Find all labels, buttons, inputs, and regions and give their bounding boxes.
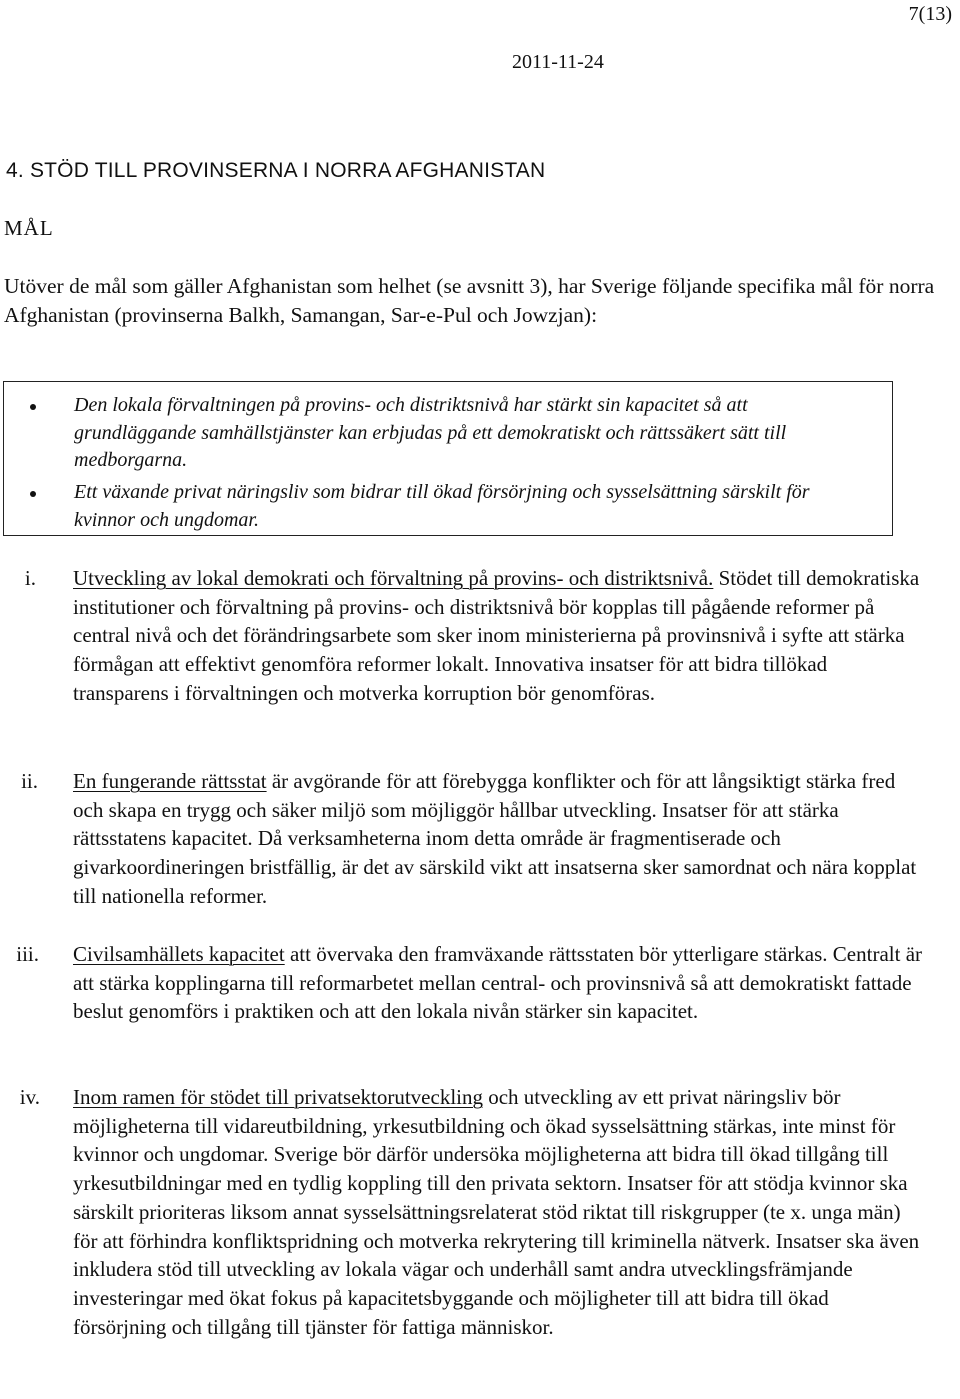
goal-item: Den lokala förvaltningen på provins- och distriktsnivå har stärkt sin kapacitet så att grundläggande samhällstjänster kan erbjudas på ett demokratiskt och rättssäkert sätt till medborgarna. (74, 394, 787, 471)
item-text: att övervaka den framväxande rättsstaten bör ytterligare stärkas. Centralt är att stärka kopplingarna till reformarbetet mellan central- och provinsnivå så att demokratiskt fattade beslut genomförs i praktiken och att den lokala nivån stärker sin kapacitet. (73, 942, 923, 1024)
item-text: och utveckling av ett privat näringsliv bör möjligheterna till vidareutbildning, yrkesutbildning och ökad sysselsättning stärkas, inte minst för kvinnor och ungdomar. Sverige bör därför undersöka möjligheterna att bidra till ökad tillgång till yrkesutbildningar med en tydlig koppling till den privata sektorn. Insatser för att stödja kvinnor ska särskilt prioriteras liksom annat sysselsättningsrelaterat stöd riktat till riskgrupper (te x. unga män) för att förhindra konfliktspridning och motverka rekrytering till kriminella nätverk. Insatser ska även inkludera stöd till utveckling av lokala vägar och underhåll samt andra utvecklingsfrämjande investeringar med ökat fokus på kapacitetsbyggande och möjligheter till att bidra till ökad försörjning och tillgång till tjänster för fattiga människor. (73, 1085, 920, 1339)
item-number: iv. (19, 1085, 40, 1109)
item-title: Civilsamhällets kapacitet (73, 942, 285, 966)
intro-paragraph: Utöver de mål som gäller Afghanistan som helhet (se avsnitt 3), har Sverige följande specifika mål för norra Afghanistan (provinserna Balkh, Samangan, Sar-e-Pul och Jowzjan): (4, 274, 935, 327)
item-paragraph (73, 940, 923, 1026)
item-number: ii. (21, 769, 38, 793)
item-text: är avgörande för att förebygga konflikter och för att långsiktigt stärka fred och skapa en trygg och säker miljö som möjliggör hållbar utveckling. Insatser för att stärka rättsstatens kapacitet. Då verksamheterna inom detta område är fragmentiserade och givarkoordineringen bristfällig, är det av särskild vikt att insatserna sker samordnat och nära kopplat till nationella reformer. (73, 769, 917, 908)
page-number: 7(13) (908, 3, 952, 25)
item-title: Utveckling av lokal demokrati och förvaltning på provins- och distriktsnivå. (73, 566, 714, 590)
item-paragraph (73, 1083, 923, 1341)
goal-item: Ett växande privat näringsliv som bidrar till ökad försörjning och sysselsättning särskilt för kvinnor och ungdomar. (74, 481, 810, 531)
item-number: iii. (16, 942, 39, 966)
item-title: Inom ramen för stödet till privatsektorutveckling (73, 1085, 483, 1109)
item-paragraph (73, 767, 923, 911)
bullet-icon (30, 491, 36, 497)
bullet-icon (30, 404, 36, 410)
goals-box (3, 381, 893, 536)
item-number: i. (24, 566, 36, 590)
item-title: En fungerande rättsstat (73, 769, 267, 793)
item-text: Stödet till demokratiska institutioner och förvaltning på provins- och distriktsnivå bör kopplas till pågående reformer på central nivå och det förändringsarbete som sker inom ministerierna på provinsnivå i syfte att stärka förmågan att effektivt genomföra reformer lokalt. Innovativa insatser för att bidra tillökad transparens i förvaltningen och motverka korruption bör genomföras. (73, 566, 920, 705)
document-date: 2011-11-24 (512, 51, 604, 73)
section-heading: 4. STÖD TILL PROVINSERNA I NORRA AFGHANISTAN (6, 159, 546, 182)
item-paragraph (73, 564, 923, 708)
goals-subheading: MÅL (4, 216, 54, 240)
